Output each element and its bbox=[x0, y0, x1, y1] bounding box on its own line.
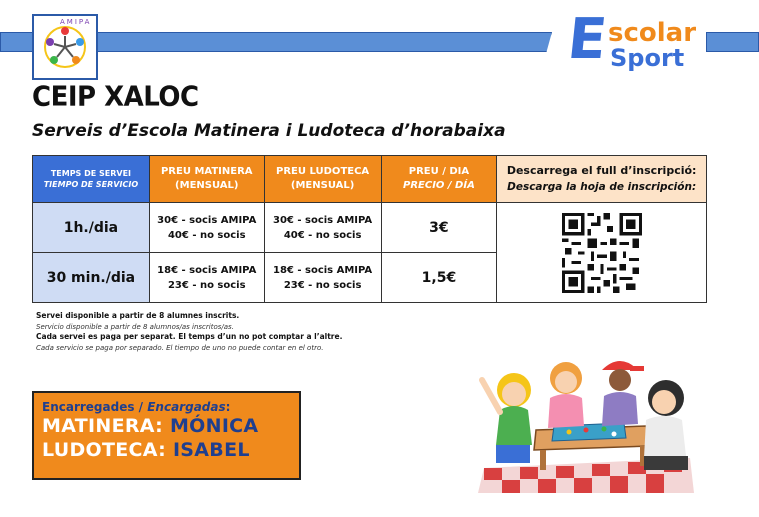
note-separate-payment-es: Cada servicio se paga por separado. El tiempo de uno no puede contar en el otro. bbox=[36, 343, 324, 352]
amipa-logo bbox=[32, 14, 98, 80]
header-time-es: TIEMPO DE SERVICIO bbox=[43, 180, 139, 189]
table-header-row bbox=[33, 156, 707, 203]
escolar-logo-top: scolar bbox=[608, 18, 697, 48]
note-min-students-ca: Servei disponible a partir de 8 alumnes inscrits. bbox=[36, 311, 240, 320]
price-non-members: 40€ - no socis bbox=[283, 229, 362, 241]
header-download-form bbox=[497, 156, 707, 203]
staff-matinera-label: MATINERA: bbox=[42, 415, 170, 437]
header-ludoteca-pre: PREU bbox=[276, 166, 310, 177]
header-daily-price bbox=[381, 156, 497, 203]
price-non-members: 23€ - no socis bbox=[283, 279, 362, 291]
row-matinera-price bbox=[149, 203, 264, 253]
staff-ludoteca-name: ISABEL bbox=[172, 439, 250, 461]
price-members: 30€ - socis AMIPA bbox=[157, 214, 257, 226]
row-ludoteca-price bbox=[264, 203, 381, 253]
header-matinera-sub: (MENSUAL) bbox=[175, 180, 239, 191]
row-duration: 1h./dia bbox=[33, 203, 150, 253]
escolar-sport-logo bbox=[560, 7, 700, 78]
header-ludoteca bbox=[264, 156, 381, 203]
child-blonde-icon bbox=[482, 373, 532, 463]
staff-box bbox=[32, 391, 301, 480]
staff-matinera-name: MÓNICA bbox=[169, 415, 259, 437]
note-separate-payment-ca: Cada servei es paga per separat. El temps d’un no pot comptar a l’altre. bbox=[36, 332, 343, 341]
staff-heading-colon: : bbox=[225, 400, 231, 414]
row-daily-price: 1,5€ bbox=[381, 253, 497, 303]
staff-heading-es: Encargadas bbox=[147, 400, 226, 414]
price-members: 18€ - socis AMIPA bbox=[273, 264, 373, 276]
staff-matinera bbox=[42, 414, 291, 438]
escolar-logo-bottom: Sport bbox=[610, 44, 685, 72]
amipa-logo-text: AMIPA bbox=[60, 18, 92, 26]
staff-ludoteca-label: LUDOTECA: bbox=[42, 439, 173, 461]
service-notes bbox=[36, 311, 342, 353]
services-price-table bbox=[32, 155, 707, 303]
header-time-ca: TEMPS DE SERVEI bbox=[50, 169, 132, 178]
children-playing-illustration bbox=[474, 350, 700, 495]
row-daily-price: 3€ bbox=[381, 203, 497, 253]
child-red-cap-icon bbox=[602, 361, 644, 426]
table-row bbox=[33, 203, 707, 253]
page-subtitle: Serveis d’Escola Matinera i Ludoteca d’horabaixa bbox=[32, 121, 506, 141]
header-ludoteca-sub: (MENSUAL) bbox=[290, 180, 355, 191]
header-banner-right bbox=[706, 32, 759, 52]
row-matinera-price bbox=[149, 253, 264, 303]
qr-code-cell[interactable] bbox=[497, 203, 707, 303]
school-title: CEIP XALOC bbox=[32, 81, 199, 113]
price-non-members: 40€ - no socis bbox=[167, 229, 246, 241]
qr-code-icon[interactable] bbox=[562, 213, 642, 293]
header-matinera-name: MATINERA bbox=[194, 166, 253, 177]
staff-ludoteca bbox=[42, 438, 291, 462]
escolar-logo-e: E bbox=[564, 7, 610, 72]
header-download-ca: Descarrega el full d’inscripció: bbox=[506, 164, 697, 177]
header-download-es: Descarga la hoja de inscripción: bbox=[507, 181, 697, 193]
price-members: 18€ - socis AMIPA bbox=[157, 264, 257, 276]
child-dark-hair-icon bbox=[644, 380, 688, 470]
staff-heading bbox=[42, 400, 291, 414]
row-ludoteca-price bbox=[264, 253, 381, 303]
note-min-students-es: Servicio disponible a partir de 8 alumnos/as inscritos/as. bbox=[36, 322, 234, 331]
price-non-members: 23€ - no socis bbox=[167, 279, 246, 291]
header-time bbox=[33, 156, 150, 203]
staff-heading-ca: Encarregades / bbox=[42, 400, 148, 414]
header-matinera-pre: PREU bbox=[160, 166, 195, 177]
price-members: 30€ - socis AMIPA bbox=[273, 214, 373, 226]
amipa-people-icon bbox=[40, 22, 90, 72]
child-pink-shirt-icon bbox=[548, 362, 584, 428]
header-daily-es: PRECIO / DÍA bbox=[403, 180, 475, 191]
header-ludoteca-name: LUDOTECA bbox=[309, 166, 370, 177]
row-duration: 30 min./dia bbox=[33, 253, 150, 303]
header-daily-ca: PREU / DIA bbox=[408, 166, 470, 177]
header-matinera bbox=[149, 156, 264, 203]
